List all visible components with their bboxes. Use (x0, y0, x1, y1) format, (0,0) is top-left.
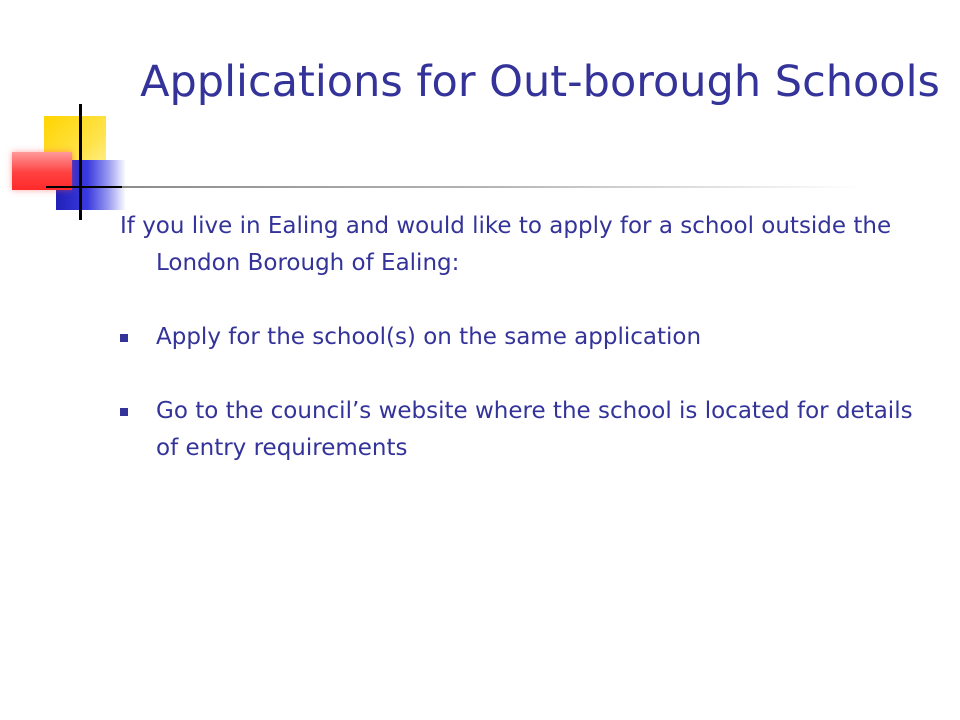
bullet-list (120, 319, 920, 467)
bullet-text: Go to the council’s website where the school is located for details of entry requirements (156, 398, 913, 461)
horizontal-line-decoration (46, 186, 126, 188)
bullet-item (120, 319, 920, 356)
slide-body (120, 208, 920, 467)
vertical-line-decoration (79, 104, 82, 220)
square-bullet-icon (120, 408, 128, 416)
title-underline-rule (122, 186, 862, 188)
bullet-item (120, 393, 920, 467)
square-bullet-icon (120, 334, 128, 342)
slide-title: Applications for Out-borough Schools (140, 57, 940, 107)
intro-text: If you live in Ealing and would like to apply for a school outside the London Borough of Ealing: (120, 213, 892, 276)
red-square-decoration (12, 152, 72, 190)
bullet-text: Apply for the school(s) on the same application (156, 324, 702, 350)
decorative-ornament (0, 0, 140, 230)
